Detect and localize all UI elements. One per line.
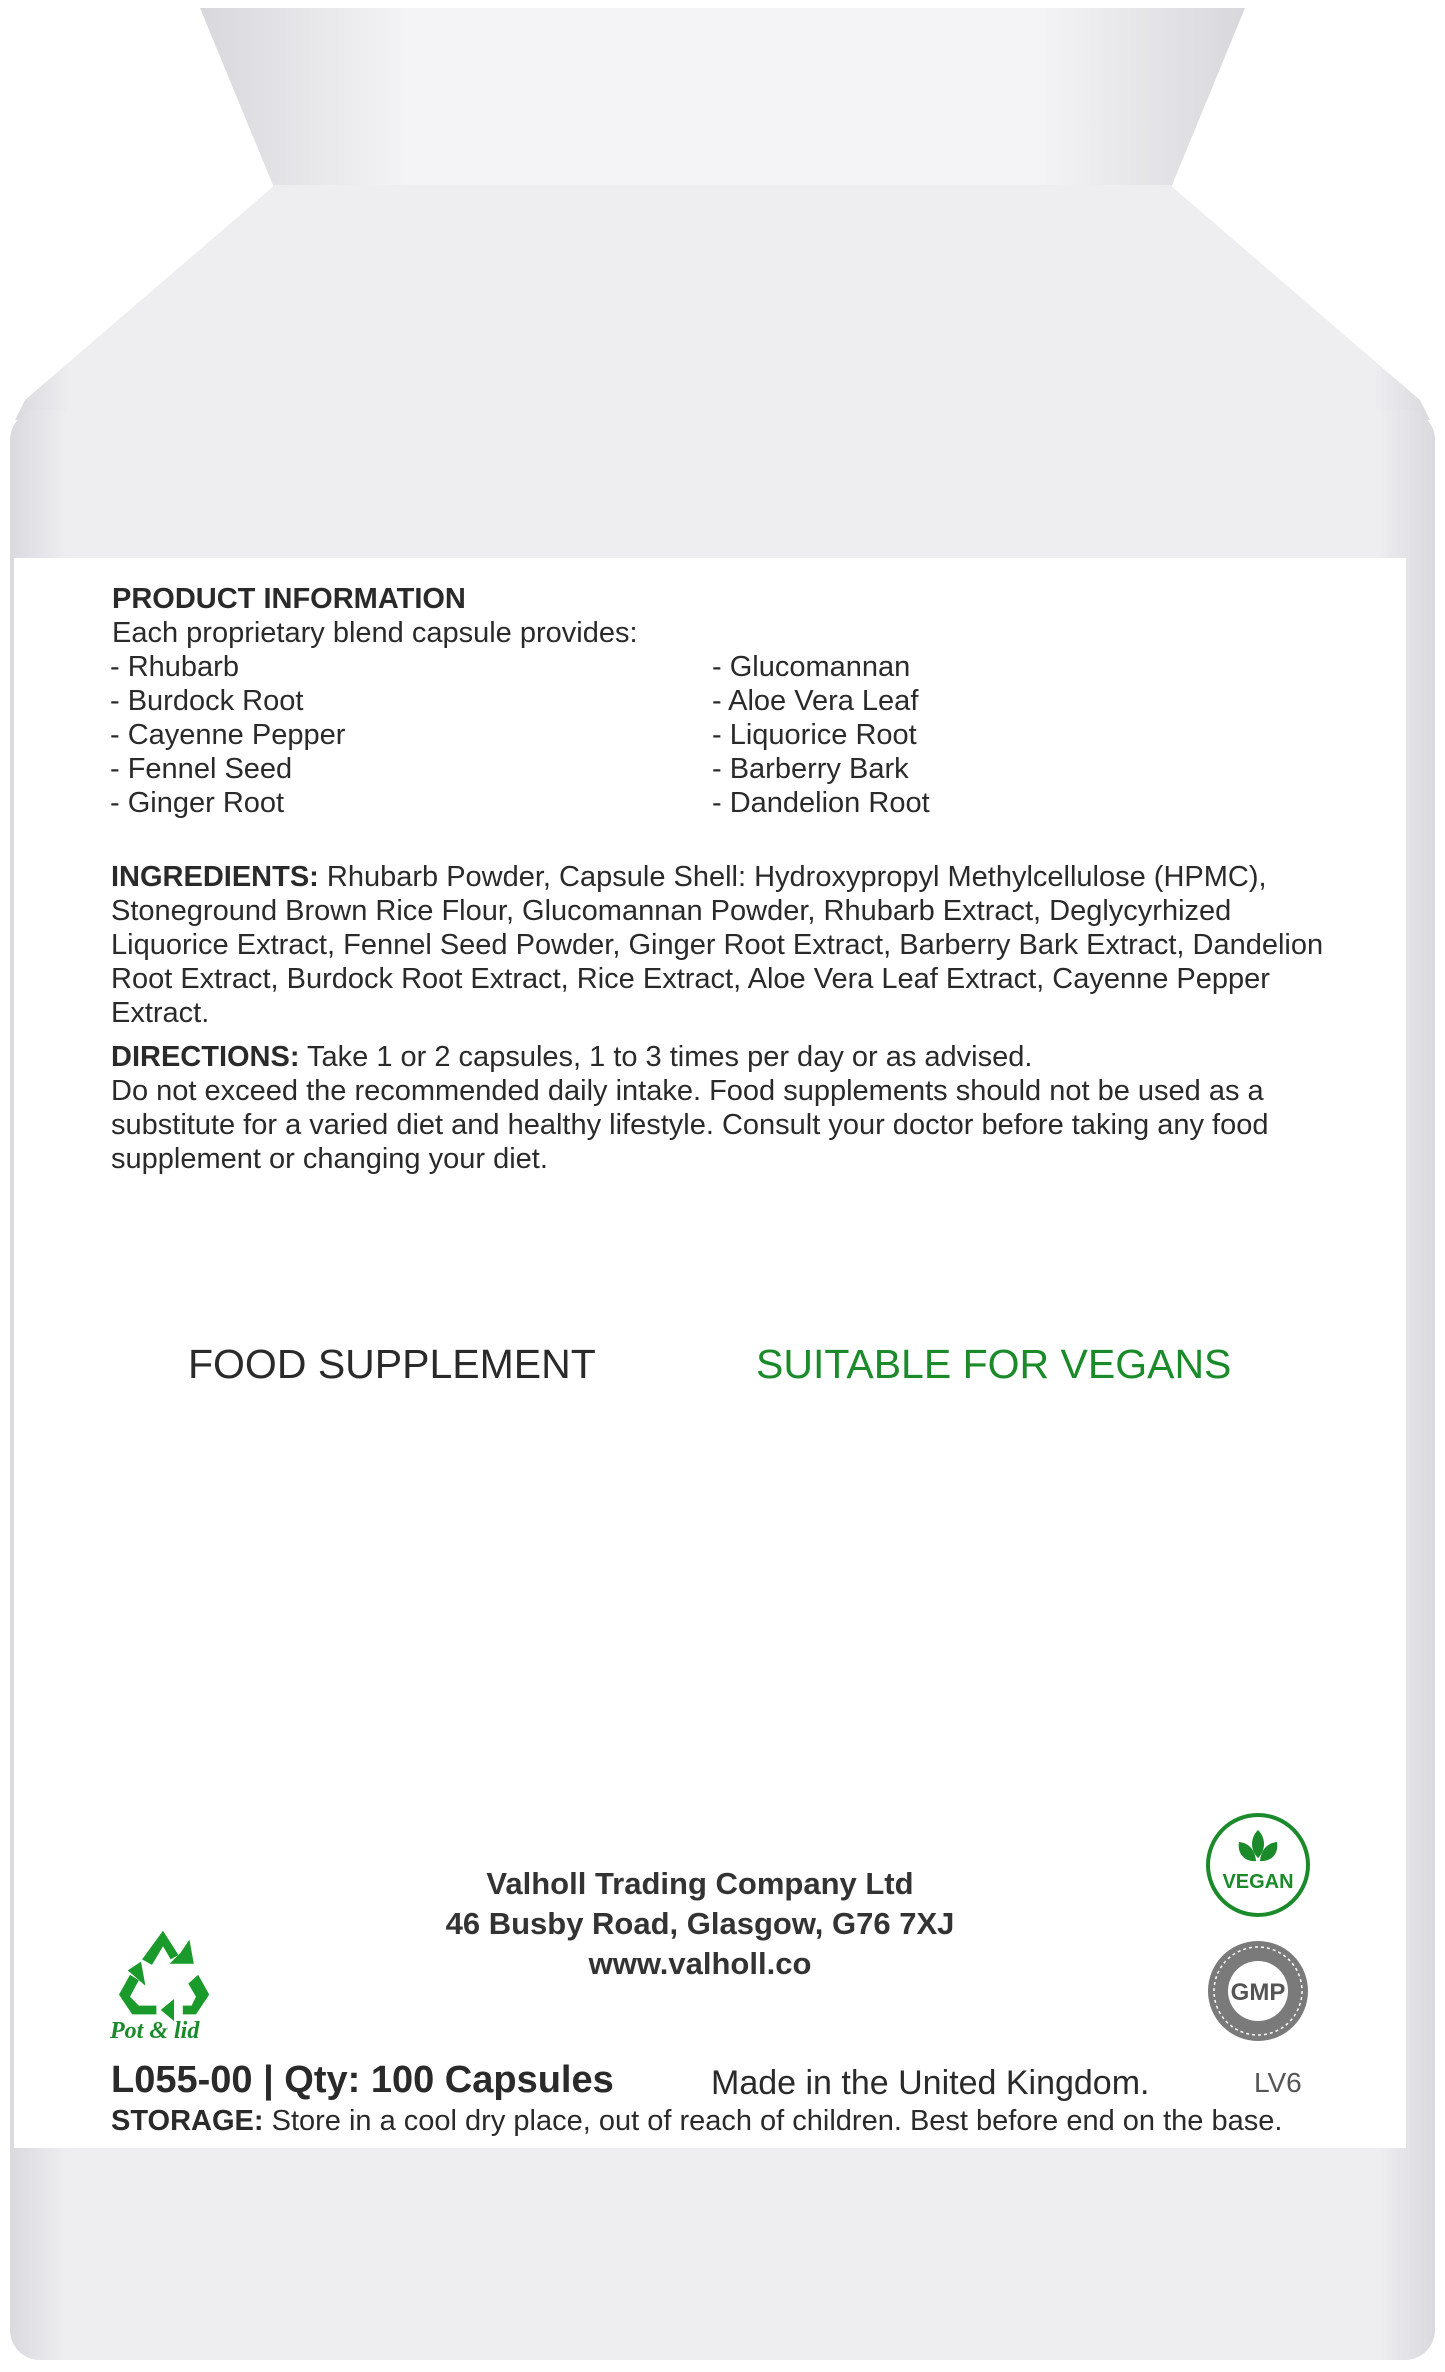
storage-text xyxy=(111,2104,1282,2138)
storage-label: STORAGE: xyxy=(111,2105,264,2137)
vegan-claim: SUITABLE FOR VEGANS xyxy=(756,1341,1232,1387)
gmp-badge-text: GMP xyxy=(1230,1979,1286,2006)
list-item: - Cayenne Pepper xyxy=(110,719,346,751)
gmp-badge xyxy=(1205,1938,1311,2044)
vegan-badge xyxy=(1205,1812,1311,1918)
recycle-caption: Pot & lid xyxy=(110,2018,200,2044)
list-item: - Barberry Bark xyxy=(712,753,909,785)
bottle-shoulder xyxy=(15,185,1430,420)
directions-advice: Do not exceed the recommended daily intake. Food supplements should not be used as a substitute for a varied diet and healthy lifestyle. Consult your doctor before taking any food supplement or changing your diet. xyxy=(111,1075,1269,1175)
company-name: Valholl Trading Company Ltd xyxy=(486,1866,914,1901)
lot-quantity: L055-00 | Qty: 100 Capsules xyxy=(111,2059,614,2101)
list-item: - Glucomannan xyxy=(712,651,911,683)
list-item: - Rhubarb xyxy=(110,651,239,683)
storage-instructions: Store in a cool dry place, out of reach of children. Best before end on the base. xyxy=(263,2105,1283,2137)
product-info-right-list xyxy=(712,650,930,820)
product-info-left-list xyxy=(110,650,345,820)
ingredients-list: Rhubarb Powder, Capsule Shell: Hydroxypropyl Methylcellulose (HPMC), Stoneground Brown Rice Flour, Glucomannan Powder, Rhubarb Extract, Deglycyrhized Liquorice Extract, Fennel Seed Powder, Ginger Root Extract, Barberry Bark Extract, Dandelion Root Extract, Burdock Root Extract, Rice Extract, Aloe Vera Leaf Extract, Cayenne Pepper Extract. xyxy=(111,861,1324,1029)
origin-text: Made in the United Kingdom. xyxy=(711,2064,1150,2102)
list-item: - Fennel Seed xyxy=(110,753,293,785)
directions-text xyxy=(111,1040,1331,1176)
list-item: - Aloe Vera Leaf xyxy=(712,685,919,717)
bottle-cap xyxy=(200,8,1245,190)
ingredients-label: INGREDIENTS: xyxy=(111,861,319,893)
product-info-intro: Each proprietary blend capsule provides: xyxy=(112,617,638,649)
food-supplement-claim: FOOD SUPPLEMENT xyxy=(188,1341,596,1387)
ingredients-text xyxy=(111,860,1331,1030)
list-item: - Liquorice Root xyxy=(712,719,917,751)
directions-dosage: Take 1 or 2 capsules, 1 to 3 times per day or as advised. xyxy=(299,1041,1033,1073)
list-item: - Burdock Root xyxy=(110,685,304,717)
company-address: 46 Busby Road, Glasgow, G76 7XJ xyxy=(445,1906,955,1941)
version-code: LV6 xyxy=(1254,2067,1302,2098)
vegan-badge-text: VEGAN xyxy=(1222,1871,1294,1893)
list-item: - Dandelion Root xyxy=(712,787,930,819)
company-website: www.valholl.co xyxy=(588,1946,812,1981)
directions-label: DIRECTIONS: xyxy=(111,1041,300,1073)
list-item: - Ginger Root xyxy=(110,787,285,819)
product-info-heading: PRODUCT INFORMATION xyxy=(112,583,466,615)
